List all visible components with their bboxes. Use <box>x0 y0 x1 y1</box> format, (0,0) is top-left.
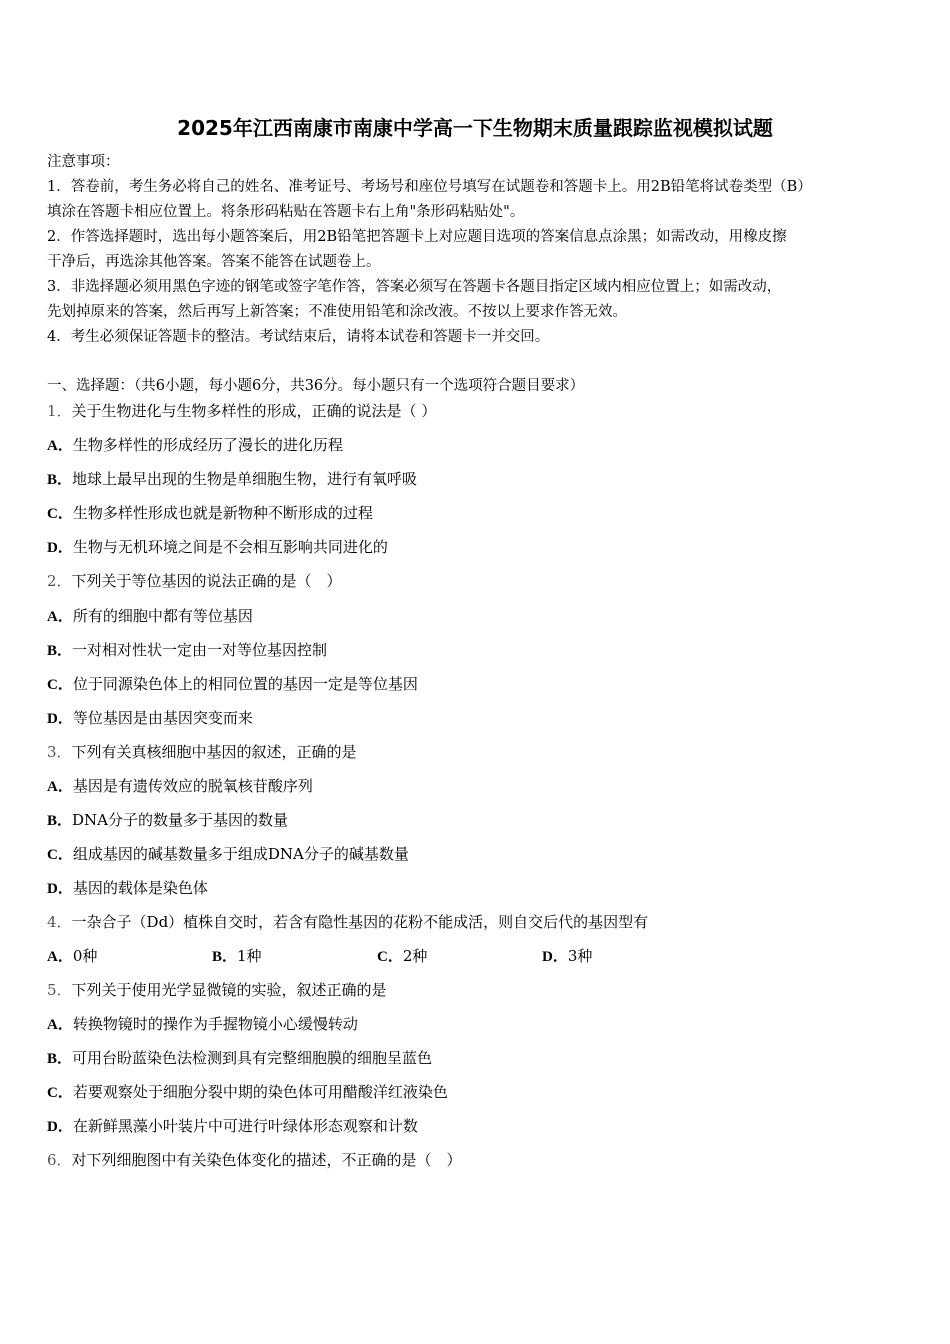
option-text: 0种 <box>72 947 98 965</box>
option-text: 等位基因是由基因突变而来 <box>72 709 253 727</box>
question-stem <box>47 570 342 591</box>
option-letter: A． <box>47 1017 73 1033</box>
question-text: 对下列细胞图中有关染色体变化的描述，不正确的是（ ） <box>71 1151 462 1169</box>
notes-line: 2．作答选择题时，选出每小题答案后，用2B铅笔把答题卡上对应题目选项的答案信息点涂黑；如需改动，用橡皮擦 <box>47 229 787 245</box>
option-item <box>47 468 417 489</box>
option-item <box>212 945 377 966</box>
option-text: 转换物镜时的操作为手握物镜小心缓慢转动 <box>72 1015 358 1033</box>
question-stem <box>47 1149 462 1170</box>
option-letter: C． <box>47 677 73 693</box>
option-letter: A． <box>47 609 73 625</box>
option-text: 3种 <box>567 947 593 965</box>
option-item <box>47 639 327 660</box>
option-letter: B． <box>47 1051 73 1067</box>
option-text: 生物与无机环境之间是不会相互影响共同进化的 <box>72 538 388 556</box>
notes-line: 1．答卷前，考生务必将自己的姓名、准考证号、考场号和座位号填写在试题卷和答题卡上。用2B铅笔将试卷类型（B） <box>47 179 812 195</box>
notes-line: 干净后，再选涂其他答案。答案不能答在试题卷上。 <box>47 254 381 270</box>
option-text: 基因的载体是染色体 <box>72 879 208 897</box>
option-item <box>47 536 388 557</box>
notes-line: 3．非选择题必须用黑色字迹的钢笔或签字笔作答，答案必须写在答题卡各题目指定区域内相应位置上；如需改动， <box>47 279 782 295</box>
option-letter: D． <box>47 711 73 727</box>
question-number: 4． <box>47 913 72 931</box>
option-text: 2种 <box>402 947 428 965</box>
option-item <box>47 1013 358 1034</box>
option-item <box>47 1047 432 1068</box>
option-letter: C． <box>377 949 403 965</box>
question-number: 1． <box>47 402 72 420</box>
option-letter: B． <box>47 472 73 488</box>
option-letter: B． <box>47 813 73 829</box>
notes-block <box>47 150 907 350</box>
option-letter: D． <box>47 540 73 556</box>
option-item <box>47 434 343 455</box>
option-letter: A． <box>47 438 73 454</box>
option-text: 生物多样性的形成经历了漫长的进化历程 <box>72 436 343 454</box>
option-text: 若要观察处于细胞分裂中期的染色体可用醋酸洋红液染色 <box>72 1083 448 1101</box>
question-number: 3． <box>47 743 72 761</box>
option-item <box>377 945 542 966</box>
option-item <box>542 945 592 966</box>
option-letter: C． <box>47 1085 73 1101</box>
option-text: 生物多样性形成也就是新物种不断形成的过程 <box>72 504 373 522</box>
option-item <box>47 877 208 898</box>
page-title: 2025年江西南康市南康中学高一下生物期末质量跟踪监视模拟试题 <box>177 116 773 140</box>
option-text: 一对相对性状一定由一对等位基因控制 <box>72 641 328 659</box>
question-number: 6． <box>47 1151 72 1169</box>
option-letter: B． <box>212 949 238 965</box>
option-text: 可用台盼蓝染色法检测到具有完整细胞膜的细胞呈蓝色 <box>72 1049 433 1067</box>
notes-line: 先划掉原来的答案，然后再写上新答案；不准使用铅笔和涂改液。不按以上要求作答无效。 <box>47 304 627 320</box>
option-item <box>47 945 212 966</box>
question-number: 5． <box>47 981 72 999</box>
option-letter: C． <box>47 847 73 863</box>
option-letter: D． <box>542 949 568 965</box>
question-stem <box>47 741 357 762</box>
option-item <box>47 707 253 728</box>
option-item <box>47 673 418 694</box>
option-item <box>47 502 373 523</box>
question-stem <box>47 979 387 1000</box>
notes-line: 填涂在答题卡相应位置上。将条形码粘贴在答题卡右上角"条形码粘贴处"。 <box>47 204 525 220</box>
option-item <box>47 809 288 830</box>
option-text: DNA分子的数量多于基因的数量 <box>72 811 289 829</box>
question-number: 2． <box>47 572 72 590</box>
option-item <box>47 1081 448 1102</box>
option-text: 位于同源染色体上的相同位置的基因一定是等位基因 <box>72 675 418 693</box>
notes-line: 4．考生必须保证答题卡的整洁。考试结束后，请将本试卷和答题卡一并交回。 <box>47 329 550 345</box>
question-stem <box>47 911 648 932</box>
option-item <box>47 1115 418 1136</box>
section-heading: 一、选择题：（共6小题，每小题6分，共36分。每小题只有一个选项符合题目要求） <box>47 378 585 394</box>
option-text: 在新鲜黑藻小叶装片中可进行叶绿体形态观察和计数 <box>72 1117 418 1135</box>
question-text: 关于生物进化与生物多样性的形成，正确的说法是（ ） <box>71 402 437 420</box>
option-text: 组成基因的碱基数量多于组成DNA分子的碱基数量 <box>72 845 409 863</box>
option-text: 基因是有遗传效应的脱氧核苷酸序列 <box>72 777 313 795</box>
notes-heading: 注意事项： <box>47 154 120 170</box>
question-text: 一杂合子（Dd）植株自交时，若含有隐性基因的花粉不能成活，则自交后代的基因型有 <box>71 913 649 931</box>
option-row <box>47 945 592 966</box>
question-text: 下列关于使用光学显微镜的实验，叙述正确的是 <box>71 981 387 999</box>
question-stem <box>47 400 436 421</box>
option-letter: D． <box>47 881 73 897</box>
option-item <box>47 775 313 796</box>
option-text: 1种 <box>237 947 262 965</box>
option-letter: A． <box>47 949 73 965</box>
option-letter: C． <box>47 506 73 522</box>
option-letter: A． <box>47 779 73 795</box>
option-item <box>47 843 409 864</box>
option-text: 所有的细胞中都有等位基因 <box>72 607 253 625</box>
option-letter: B． <box>47 643 73 659</box>
option-text: 地球上最早出现的生物是单细胞生物，进行有氧呼吸 <box>72 470 418 488</box>
option-letter: D． <box>47 1119 73 1135</box>
question-text: 下列有关真核细胞中基因的叙述，正确的是 <box>71 743 357 761</box>
question-text: 下列关于等位基因的说法正确的是（ ） <box>71 572 342 590</box>
option-item <box>47 605 253 626</box>
